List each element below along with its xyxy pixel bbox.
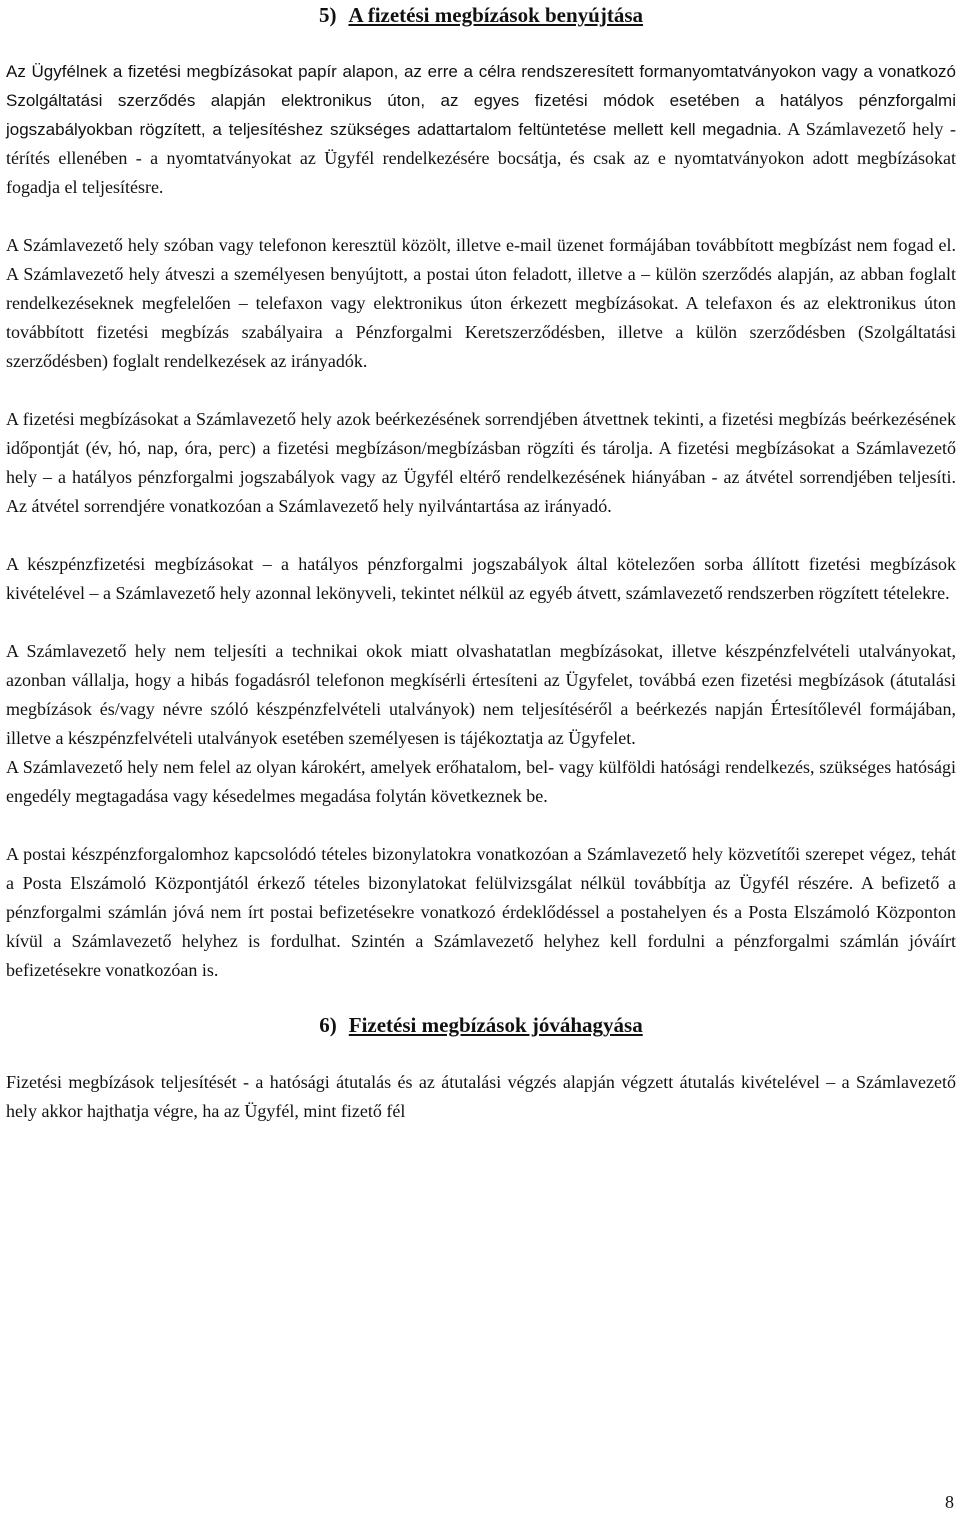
document-page bbox=[6, 0, 956, 1126]
section-5-heading bbox=[6, 0, 956, 29]
section-6-title: Fizetési megbízások jóváhagyása bbox=[348, 1013, 643, 1037]
paragraph-postal-items: A postai készpénzforgalomhoz kapcsolódó tételes bizonylatokra vonatkozóan a Számlavezető hely közvetítői szerepet végez, tehát a Posta Elszámoló Központjától érkező tételes bizonylatokat felülvizsgálat nélkül továbbítja az Ügyfél részére. A befizető a pénzforgalmi számlán jóvá nem írt postai befizetésekre vonatkozó érdeklődéssel a postahelyen és a Posta Elszámoló Központon kívül a Számlavezető helyhez is fordulhat. Szintén a Számlavezető helyhez kell fordulni a pénzforgalmi számlán jóváírt befizetésekre vonatkozóan is. bbox=[6, 844, 956, 980]
section-5-title: A fizetési megbízások benyújtása bbox=[348, 3, 644, 27]
page-number: 8 bbox=[945, 1492, 954, 1512]
paragraph-illegible-orders: A Számlavezető hely nem teljesíti a technikai okok miatt olvashatatlan megbízásokat, illetve készpénzfelvételi utalványokat, azonban vállalja, hogy a hibás fogadásról telefonon megkísérli értesíteni az Ügyfelet, továbbá ezen fizetési megbízások (átutalási megbízások és/vagy névre szóló készpénzfelvételi utalványok) nem teljesítéséről a beérkezés napján Értesítőlevél formájában, illetve a készpénzfelvételi utalványok esetében személyesen is tájékoztatja az Ügyfelet. bbox=[6, 641, 956, 748]
section-6-number: 6) bbox=[319, 1013, 337, 1037]
paragraph-submission-methods-part1: Az Ügyfélnek a fizetési megbízásokat papír alapon, az erre a célra rendszeresített formanyomtatványokon vagy a vonatkozó Szolgáltatási szerződés alapján elektronikus úton, az egyes fizetési módok esetében a hatályos pénzforgalmi jogszabályokban rögzített, a teljesítéshez szükséges adattartalom feltüntetése mellett kell megadnia. bbox=[6, 62, 956, 139]
paragraph-submission-methods-part2: A Számlavezető hely - térítés ellenében - a nyomtatványokat az Ügyfél rendelkezésére bocsátja, és csak az e nyomtatványokon adott megbízásokat fogadja el teljesítésre. bbox=[6, 119, 956, 197]
paragraph-approval: Fizetési megbízások teljesítését - a hatósági átutalás és az átutalási végzés alapján végzett átutalás kivételével – a Számlavezető hely akkor hajthatja végre, ha az Ügyfél, mint fizető fél bbox=[6, 1072, 956, 1121]
section-5-number: 5) bbox=[318, 3, 337, 27]
section-6-heading bbox=[6, 1011, 956, 1039]
paragraph-accepted-channels: A Számlavezető hely szóban vagy telefonon keresztül közölt, illetve e-mail üzenet formájában továbbított megbízást nem fogad el. A Számlavezető hely átveszi a személyesen benyújtott, a postai úton feladott, illetve a – külön szerződés alapján, az abban foglalt rendelkezéseknek megfelelően – telefaxon vagy elektronikus úton érkezett megbízásokat. A telefaxon és az elektronikus úton továbbított fizetési megbízás szabályaira a Pénzforgalmi Keretszerződésben, illetve a külön szerződésben (Szolgáltatási szerződésben) foglalt rendelkezések az irányadók. bbox=[6, 235, 956, 371]
paragraph-order-of-receipt: A fizetési megbízásokat a Számlavezető hely azok beérkezésének sorrendjében átvettnek tekinti, a fizetési megbízás beérkezésének időpontját (év, hó, nap, óra, perc) a fizetési megbízáson/megbízásban rögzíti és tárolja. A fizetési megbízásokat a Számlavezető hely – a hatályos pénzforgalmi jogszabályok vagy az Ügyfél eltérő rendelkezésének hiányában - az átvétel sorrendjében teljesíti. Az átvétel sorrendjére vonatkozóan a Számlavezető hely nyilvántartása az irányadó. bbox=[6, 409, 956, 516]
paragraph-submission-methods bbox=[6, 57, 956, 202]
paragraph-force-majeure: A Számlavezető hely nem felel az olyan károkért, amelyek erőhatalom, bel- vagy külföldi hatósági rendelkezés, szükséges hatósági engedély megtagadása vagy késedelmes megadása folytán következnek be. bbox=[6, 757, 956, 806]
paragraph-cash-orders: A készpénzfizetési megbízásokat – a hatályos pénzforgalmi jogszabályok által kötelezően sorba állított fizetési megbízások kivételével – a Számlavezető hely azonnal lekönyveli, tekintet nélkül az egyéb átvett, számlavezető rendszerben rögzített tételekre. bbox=[6, 554, 956, 603]
